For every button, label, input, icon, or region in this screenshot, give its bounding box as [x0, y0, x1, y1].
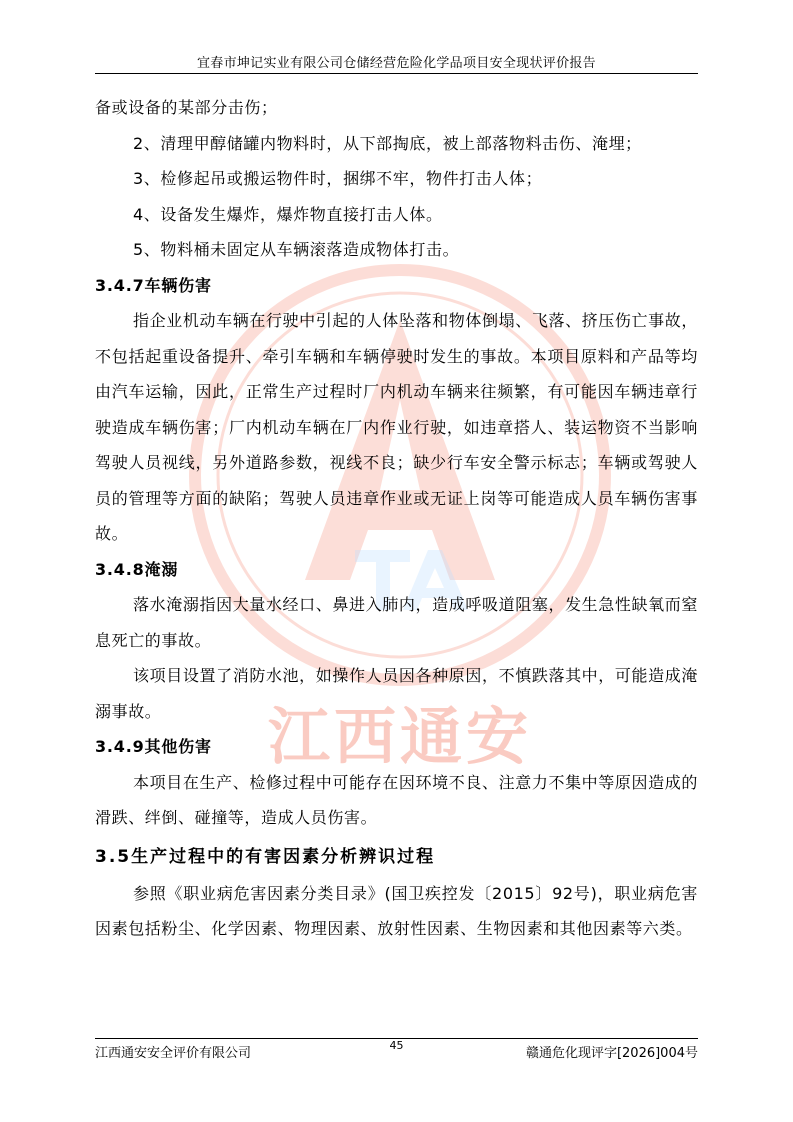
- section-heading-harmful-factors: 3.5生产过程中的有害因素分析辨识过程: [95, 846, 436, 867]
- watermark-text: 江西通安: [267, 700, 533, 770]
- header-divider: [95, 73, 698, 74]
- list-item: 2、清理甲醇储罐内物料时，从下部掏底，被上部落物料击伤、淹埋；: [133, 133, 642, 153]
- list-item: 4、设备发生爆炸，爆炸物直接打击人体。: [133, 204, 443, 224]
- page-header-title: 宜春市坤记实业有限公司仓储经营危险化学品项目安全现状评价报告: [196, 56, 596, 71]
- list-item: 5、物料桶未固定从车辆滚落造成物体打击。: [133, 240, 460, 259]
- continued-text: 备或设备的某部分击伤；: [95, 98, 278, 117]
- list-item: 3、检修起吊或搬运物件时，捆绑不牢，物件打击人体；: [133, 169, 543, 188]
- document-body: [95, 90, 698, 947]
- section-heading-drowning: 3.4.8淹溺: [95, 559, 179, 579]
- other-injury-paragraph: 本项目在生产、检修过程中可能存在因环境不良、注意力不集中等原因造成的滑跌、绊倒、碰撞等，造成人员伤害。: [95, 772, 698, 827]
- footer-company: 江西通安安全评价有限公司: [95, 1046, 252, 1061]
- drowning-paragraph-2: 该项目设置了消防水池，如操作人员因各种原因，不慎跌落其中，可能造成淹溺事故。: [95, 666, 698, 721]
- section-heading-other-injury: 3.4.9其他伤害: [95, 737, 212, 756]
- drowning-paragraph-1: 落水淹溺指因大量水经口、鼻进入肺内，造成呼吸道阻塞，发生急性缺氧而窒息死亡的事故。: [95, 595, 698, 650]
- section-heading-vehicle-injury: 3.4.7车辆伤害: [95, 275, 212, 295]
- harmful-factors-paragraph: 参照《职业病危害因素分类目录》(国卫疾控发〔2015〕92号)，职业病危害因素包括粉尘、化学因素、物理因素、放射性因素、生物因素和其他因素等六类。: [95, 883, 698, 938]
- page-number: 45: [389, 1039, 404, 1052]
- vehicle-injury-paragraph: 指企业机动车辆在行驶中引起的人体坠落和物体倒塌、飞落、挤压伤亡事故，不包括起重设备提升、牵引车辆和车辆停驶时发生的事故。本项目原料和产品等均由汽车运输，因此，正常生产过程时厂内机动车辆来往频繁，有可能因车辆违章行驶造成车辆伤害；厂内机动车辆在厂内作业行驶，如违章搭人、装运物资不当影响驾驶人员视线，另外道路参数，视线不良；缺少行车安全警示标志；车辆或驾驶人员的管理等方面的缺陷；驾驶人员违章作业或无证上岗等可能造成人员车辆伤害事故。: [95, 311, 698, 543]
- footer-doc-number: 赣通危化现评字[2026]004号: [525, 1046, 698, 1061]
